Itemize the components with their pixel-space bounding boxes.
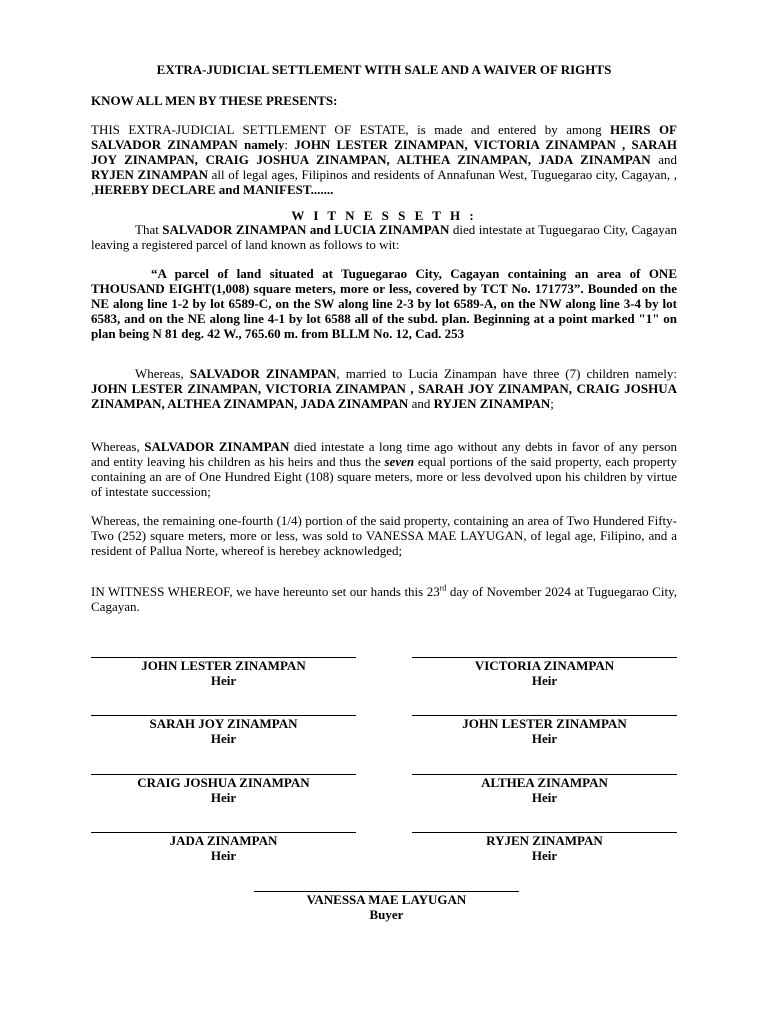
signature-block [412, 657, 677, 688]
signatory-role: Heir [210, 673, 237, 688]
signatory-role: Heir [531, 790, 558, 805]
signatory-role: Heir [531, 673, 558, 688]
buyer-signature-block [254, 891, 519, 922]
witnesseth-heading: W I T N E S S E T H : [291, 208, 477, 223]
that-paragraph: That SALVADOR ZINAMPAN and LUCIA ZINAMPAN died intestate at Tuguegarao City, Cagayan leaving a registered parcel of land known as follows to wit: [91, 222, 678, 252]
signature-block [412, 715, 677, 746]
signatory-role: Heir [210, 790, 237, 805]
buyer-name: VANESSA MAE LAYUGAN [306, 892, 467, 907]
signatory-name: CRAIG JOSHUA ZINAMPAN [137, 775, 310, 790]
signature-block [412, 832, 677, 863]
signatory-role: Heir [531, 848, 558, 863]
whereas-paragraph-1: Whereas, SALVADOR ZINAMPAN, married to Lucia Zinampan have three (7) children namely: JOHN LESTER ZINAMPAN, VICTORIA ZINAMPAN , SARAH JOY ZINAMPAN, CRAIG JOSHUA ZINAMPAN, ALTHEA ZINAMPAN, JADA ZINAMPAN and RYJEN ZINAMPAN; [91, 366, 677, 411]
signatory-name: JOHN LESTER ZINAMPAN [141, 658, 306, 673]
signatory-name: VICTORIA ZINAMPAN [474, 658, 615, 673]
signature-block [91, 774, 356, 805]
signatory-name: ALTHEA ZINAMPAN [481, 775, 608, 790]
signature-block [91, 657, 356, 688]
signature-block [412, 774, 677, 805]
signatory-name: RYJEN ZINAMPAN [486, 833, 603, 848]
whereas-paragraph-2: Whereas, SALVADOR ZINAMPAN died intestate a long time ago without any debts in favor of any person and entity leaving his children as his heirs and thus the seven equal portions of the said property, each property containing an are of One Hundred Eight (108) square meters, more or less devolved upon his children by virtue of intestate succession; [91, 439, 678, 499]
in-witness-paragraph: IN WITNESS WHEREOF, we have hereunto set our hands this 23rd day of November 2024 at Tuguegarao City, Cagayan. [91, 583, 677, 614]
signatory-name: SARAH JOY ZINAMPAN [149, 716, 298, 731]
signatory-name: JOHN LESTER ZINAMPAN [462, 716, 627, 731]
signatory-role: Heir [531, 731, 558, 746]
document-title: EXTRA-JUDICIAL SETTLEMENT WITH SALE AND A WAIVER OF RIGHTS [156, 62, 612, 77]
signatory-role: Heir [210, 731, 237, 746]
buyer-role: Buyer [369, 907, 404, 922]
whereas-paragraph-3: Whereas, the remaining one-fourth (1/4) portion of the said property, containing an area of Two Hundered Fifty-Two (252) square meters, more or less, was sold to VANESSA MAE LAYUGAN, of legal age, Filipino, and a resident of Pallua Norte, whereof is herebey acknowledged; [91, 513, 677, 558]
signature-block [91, 832, 356, 863]
know-all-heading: KNOW ALL MEN BY THESE PRESENTS: [91, 93, 338, 108]
parcel-description: “A parcel of land situated at Tuguegarao City, Cagayan containing an area of ONE THOUSAND EIGHT(1,008) square meters, more or less, covered by TCT No. 171773”. Bounded on the NE along line 1-2 by lot 6589-C, on the SW along line 2-3 by lot 6589-A, on the NW along line 3-4 by lot 6583, and on the NE along line 4-1 by lot 6588 all of the subd. plan. Beginning at a point marked "1" on plan being N 81 deg. 42 W., 765.60 m. from BLLM No. 12, Cad. 253 [91, 266, 677, 341]
signature-block [91, 715, 356, 746]
signatory-name: JADA ZINAMPAN [169, 833, 278, 848]
signatory-role: Heir [210, 848, 237, 863]
intro-paragraph: THIS EXTRA-JUDICIAL SETTLEMENT OF ESTATE, is made and entered by among HEIRS OF SALVADOR ZINAMPAN namely: JOHN LESTER ZINAMPAN, VICTORIA ZINAMPAN , SARAH JOY ZINAMPAN, CRAIG JOSHUA ZINAMPAN, ALTHEA ZINAMPAN, JADA ZINAMPAN and RYJEN ZINAMPAN all of legal ages, Filipinos and residents of Annafunan West, Tuguegarao city, Cagayan, , ,HEREBY DECLARE and MANIFEST....... [91, 122, 677, 197]
